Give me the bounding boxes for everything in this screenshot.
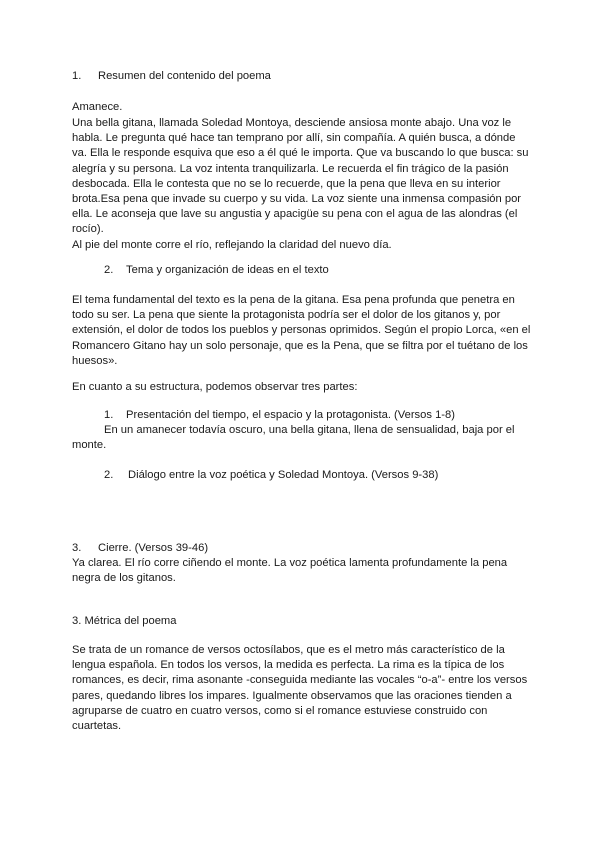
paragraph-line: huesos». (72, 354, 118, 367)
section-3-heading: 3. Métrica del poema (72, 615, 177, 627)
paragraph-line: romances, es decir, rima asonante -conseguida mediante las vocales “o-a”- entre los versos (72, 674, 528, 687)
paragraph-line: pares, quedando libres los impares. Igualmente observamos que las oraciones tienden a (72, 689, 512, 702)
paragraph-line: lengua española. En todos los versos, la medida es perfecta. La rima es la típica de los (72, 659, 505, 672)
part-1-paragraph-cont (72, 438, 532, 453)
paragraph-line: ella. Le aconseja que lave su angustia y apacigüe su pena con el agua de las alondras (el (72, 208, 518, 221)
part-3-heading (72, 541, 208, 556)
section-1-number: 1. (72, 70, 82, 82)
part-2-heading (104, 468, 438, 483)
section-1-paragraph (72, 116, 532, 253)
paragraph-line: alegría y su persona. La voz intenta tranquilizarla. Le recuerda el fin trágico de la pasión (72, 162, 509, 175)
paragraph-line: va. Ella le responde esquiva que eso a él qué le importa. Que va buscando lo que busca: su (72, 147, 529, 160)
part-1-paragraph (104, 423, 564, 438)
section-1-title: Resumen del contenido del poema (98, 70, 271, 82)
section-2-number: 2. (104, 264, 114, 276)
part-1-number: 1. (104, 409, 114, 421)
paragraph-line: En un amanecer todavía oscuro, una bella gitana, llena de sensualidad, baja por el (104, 424, 515, 436)
part-2-title: Diálogo entre la voz poética y Soledad Montoya. (Versos 9-38) (128, 469, 439, 481)
paragraph-line: Romancero Gitano hay un solo personaje, que es la Pena, que se filtra por el tuétano de los (72, 339, 528, 352)
paragraph-line: Ya clarea. El río corre ciñendo el monte. La voz poética lamenta profundamente la pena (72, 557, 508, 569)
paragraph-line: Se trata de un romance de versos octosílabos, que es el metro más característico de la (72, 644, 505, 656)
paragraph-line: todo su ser. La pena que siente la protagonista podría ser el dolor de los gitanos y, por (72, 309, 501, 322)
paragraph-line: Al pie del monte corre el río, reflejando la claridad del nuevo día. (72, 238, 392, 251)
part-1-heading (104, 408, 455, 423)
paragraph-line: rocío). (72, 223, 104, 236)
section-3-paragraph (72, 643, 532, 734)
paragraph-line: negra de los gitanos. (72, 572, 176, 585)
paragraph-line: brota.Esa pena que invade su cuerpo y su vida. La voz siente una inmensa compasión por (72, 193, 522, 206)
part-3-paragraph (72, 556, 532, 586)
part-2-number: 2. (104, 469, 114, 481)
intro-line: Amanece. (72, 101, 123, 113)
paragraph-line: monte. (72, 439, 107, 451)
section-2-heading (104, 263, 329, 278)
paragraph-line: extensión, el dolor de todos los pueblos y personas oprimidos. Según el propio Lorca, «en el (72, 324, 531, 337)
paragraph-line: agruparse de cuatro en cuatro versos, como si el romance estuviese construido con (72, 704, 488, 717)
paragraph-line: desbocada. Ella le contesta que no se lo recuerde, que la pena que lleva en su interior (72, 177, 501, 190)
part-3-number: 3. (72, 542, 82, 554)
section-2-title: Tema y organización de ideas en el texto (126, 264, 329, 276)
paragraph-line: cuartetas. (72, 720, 122, 733)
paragraph-line: El tema fundamental del texto es la pena de la gitana. Esa pena profunda que penetra en (72, 294, 515, 306)
part-1-title: Presentación del tiempo, el espacio y la protagonista. (Versos 1-8) (126, 409, 455, 421)
paragraph-line: Una bella gitana, llamada Soledad Montoya, desciende ansiosa monte abajo. Una voz le (72, 117, 512, 129)
structure-intro: En cuanto a su estructura, podemos observar tres partes: (72, 381, 358, 393)
part-3-title: Cierre. (Versos 39-46) (98, 542, 209, 554)
section-2-paragraph (72, 293, 532, 369)
section-1-heading (72, 69, 271, 84)
paragraph-line: habla. Le pregunta qué hace tan temprano por allí, sin compañía. A quién busca, a dónde (72, 132, 516, 145)
